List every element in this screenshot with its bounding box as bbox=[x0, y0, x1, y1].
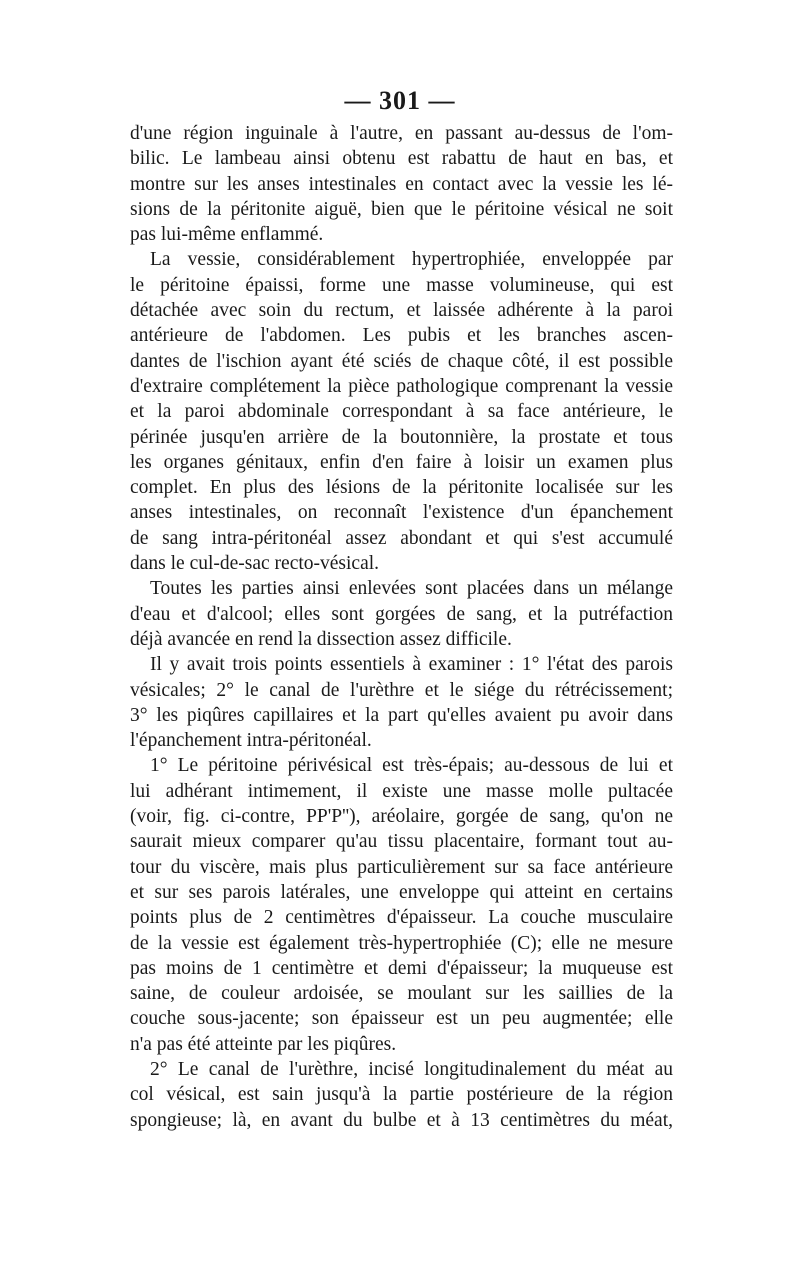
text-line: 2° Le canal de l'urèthre, incisé longitudinalement du méat au bbox=[150, 1058, 673, 1080]
text-line: spongieuse; là, en avant du bulbe et à 13 centimètres du méat, bbox=[130, 1109, 673, 1131]
text-line: périnée jusqu'en arrière de la boutonnière, la prostate et tous bbox=[130, 426, 673, 448]
text-line: (voir, fig. ci-contre, PP'P''), aréolaire, gorgée de sang, qu'on ne bbox=[130, 806, 673, 828]
text-line: détachée avec soin du rectum, et laissée adhérente à la paroi bbox=[130, 300, 673, 322]
body-text bbox=[130, 121, 673, 1133]
text-line: dantes de l'ischion ayant été sciés de chaque côté, il est possible bbox=[130, 350, 673, 372]
text-line: points plus de 2 centimètres d'épaisseur. La couche musculaire bbox=[130, 907, 673, 929]
text-line: d'extraire complétement la pièce pathologique comprenant la vessie bbox=[130, 375, 673, 397]
text-line: l'épanchement intra-péritonéal. bbox=[130, 730, 372, 752]
text-line: La vessie, considérablement hypertrophiée, enveloppée par bbox=[150, 249, 673, 271]
text-line: Il y avait trois points essentiels à examiner : 1° l'état des parois bbox=[150, 654, 673, 676]
text-line: montre sur les anses intestinales en contact avec la vessie les lé- bbox=[130, 173, 673, 195]
text-line: antérieure de l'abdomen. Les pubis et les branches ascen- bbox=[130, 325, 673, 347]
text-line: et la paroi abdominale correspondant à sa face antérieure, le bbox=[130, 401, 673, 423]
text-line: tour du viscère, mais plus particulièrement sur sa face antérieure bbox=[130, 856, 673, 878]
page-number: — 301 — bbox=[344, 86, 456, 115]
text-line: sions de la péritonite aiguë, bien que le péritoine vésical ne soit bbox=[130, 198, 673, 220]
text-line: bilic. Le lambeau ainsi obtenu est rabattu de haut en bas, et bbox=[130, 148, 673, 170]
text-line: dans le cul-de-sac recto-vésical. bbox=[130, 553, 380, 575]
text-line: complet. En plus des lésions de la péritonite localisée sur les bbox=[130, 477, 673, 499]
text-line: 1° Le péritoine périvésical est très-épais; au-dessous de lui et bbox=[150, 755, 673, 777]
text-line: d'eau et d'alcool; elles sont gorgées de sang, et la putréfaction bbox=[130, 603, 673, 625]
text-line: pas lui-même enflammé. bbox=[130, 224, 324, 246]
text-line: les organes génitaux, enfin d'en faire à loisir un examen plus bbox=[130, 451, 673, 473]
text-line: saurait mieux comparer qu'au tissu placentaire, formant tout au- bbox=[130, 831, 673, 853]
text-line: de la vessie est également très-hypertrophiée (C); elle ne mesure bbox=[130, 932, 673, 954]
text-line: et sur ses parois latérales, une enveloppe qui atteint en certains bbox=[130, 881, 673, 903]
text-line: lui adhérant intimement, il existe une masse molle pultacée bbox=[130, 780, 673, 802]
text-line: saine, de couleur ardoisée, se moulant sur les saillies de la bbox=[130, 983, 673, 1005]
text-line: le péritoine épaissi, forme une masse volumineuse, qui est bbox=[130, 274, 673, 296]
text-line: Toutes les parties ainsi enlevées sont placées dans un mélange bbox=[150, 578, 673, 600]
text-line: 3° les piqûres capillaires et la part qu'elles avaient pu avoir dans bbox=[130, 704, 673, 726]
text-line: n'a pas été atteinte par les piqûres. bbox=[130, 1033, 397, 1055]
text-line: vésicales; 2° le canal de l'urèthre et le siége du rétrécissement; bbox=[130, 679, 673, 701]
text-line: pas moins de 1 centimètre et demi d'épaisseur; la muqueuse est bbox=[130, 957, 673, 979]
text-line: de sang intra-péritonéal assez abondant et qui s'est accumulé bbox=[130, 527, 673, 549]
text-line: d'une région inguinale à l'autre, en passant au-dessus de l'om- bbox=[130, 123, 673, 144]
text-line: déjà avancée en rend la dissection assez difficile. bbox=[130, 628, 512, 650]
text-line: col vésical, est sain jusqu'à la partie postérieure de la région bbox=[130, 1084, 673, 1106]
text-line: couche sous-jacente; son épaisseur est un peu augmentée; elle bbox=[130, 1008, 673, 1030]
text-line: anses intestinales, on reconnaît l'existence d'un épanchement bbox=[130, 502, 673, 524]
